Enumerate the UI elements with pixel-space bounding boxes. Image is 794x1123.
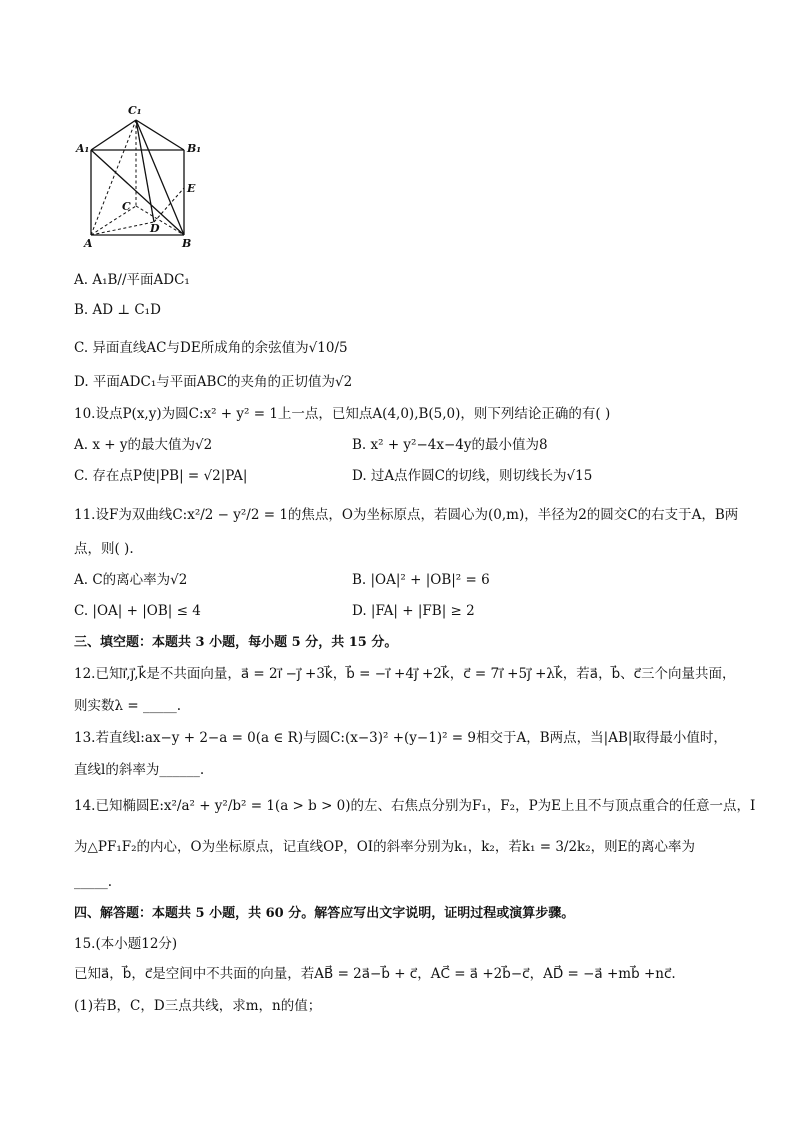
- section-4-heading: 四、解答题：本题共 5 小题，共 60 分。解答应写出文字说明，证明过程或演算步骤。: [74, 906, 575, 921]
- q10-stem: 10.设点P(x,y)为圆C:x² + y² = 1上一点，已知点A(4,0),B(5,0)，则下列结论正确的有( ): [74, 406, 611, 422]
- q12-line2: 则实数λ = _____.: [74, 698, 181, 714]
- q15-title: 15.(本小题12分): [74, 936, 178, 952]
- q9-option-d: D. 平面ADC₁与平面ABC的夹角的正切值为√2: [74, 374, 353, 390]
- label-a: A: [84, 237, 93, 250]
- q15-line2: (1)若B，C，D三点共线，求m，n的值；: [74, 998, 322, 1014]
- q13-line1: 13.若直线l:ax−y + 2−a = 0(a ∈ R)与圆C:(x−3)² +(y−1)² = 9相交于A，B两点，当|AB|取得最小值时，: [74, 730, 727, 746]
- q10-option-a: A. x + y的最大值为√2: [74, 437, 213, 453]
- segment-c1-b: [136, 120, 184, 235]
- q11-option-b: B. |OA|² + |OB|² = 6: [352, 572, 490, 588]
- q14-line2: 为△PF₁F₂的内心，O为坐标原点，记直线OP，OI的斜率分别为k₁，k₂，若k₁ = 3/2k₂，则E的离心率为: [74, 839, 695, 855]
- edge-c1-b1: [136, 120, 184, 150]
- q10-option-d: D. 过A点作圆C的切线，则切线长为√15: [352, 468, 593, 484]
- q13-line2: 直线l的斜率为______.: [74, 762, 205, 778]
- q9-option-c: C. 异面直线AC与DE所成角的余弦值为√10/5: [74, 340, 348, 356]
- label-a1: A₁: [76, 142, 90, 155]
- q10-option-c: C. 存在点P使|PB| = √2|PA|: [74, 468, 248, 484]
- section-3-heading: 三、填空题：本题共 3 小题，每小题 5 分，共 15 分。: [74, 635, 398, 650]
- q9-option-b: B. AD ⊥ C₁D: [74, 302, 161, 318]
- q11-option-c: C. |OA| + |OB| ≤ 4: [74, 603, 201, 619]
- q12-line1: 12.已知i⃗,j⃗,k⃗是不共面向量，a⃗ = 2i⃗ −j⃗ +3k⃗，b⃗ = −i⃗ +4j⃗ +2k⃗，c⃗ = 7i⃗ +5j⃗ +λk⃗，若a⃗，b⃗、c⃗三个向量共面，: [74, 666, 736, 682]
- hidden-edge-c-b: [136, 206, 184, 235]
- label-c: C: [122, 200, 131, 213]
- q10-option-b: B. x² + y²−4x−4y的最小值为8: [352, 437, 548, 453]
- label-c1: C₁: [128, 104, 142, 117]
- label-e: E: [187, 182, 196, 195]
- prism-figure: [74, 100, 204, 250]
- q11-option-d: D. |FA| + |FB| ≥ 2: [352, 603, 475, 619]
- q15-line1: 已知a⃗，b⃗，c⃗是空间中不共面的向量，若AB⃗ = 2a⃗−b⃗ + c⃗，AC⃗ = a⃗ +2b⃗−c⃗，AD⃗ = −a⃗ +mb⃗ +nc⃗.: [74, 966, 676, 982]
- q14-line1: 14.已知椭圆E:x²/a² + y²/b² = 1(a > b > 0)的左、右焦点分别为F₁，F₂，P为E上且不与顶点重合的任意一点，I: [74, 798, 756, 814]
- label-d: D: [150, 222, 160, 235]
- segment-a1-b: [91, 150, 184, 235]
- q11-stem-line1: 11.设F为双曲线C:x²/2 − y²/2 = 1的焦点，O为坐标原点，若圆心为(0,m)，半径为2的圆交C的右支于A，B两: [74, 507, 739, 523]
- segment-c1-d: [136, 120, 154, 222]
- q11-option-a: A. C的离心率为√2: [74, 572, 188, 588]
- hidden-segment-d-e: [154, 188, 184, 222]
- q9-option-a: A. A₁B//平面ADC₁: [74, 272, 190, 288]
- edge-a1-c1: [91, 120, 136, 150]
- hidden-segment-a-c1: [91, 120, 136, 235]
- q14-line3: _____.: [74, 874, 113, 890]
- label-b: B: [182, 237, 192, 250]
- q11-stem-line2: 点，则( ).: [74, 541, 134, 557]
- label-b1: B₁: [187, 142, 202, 155]
